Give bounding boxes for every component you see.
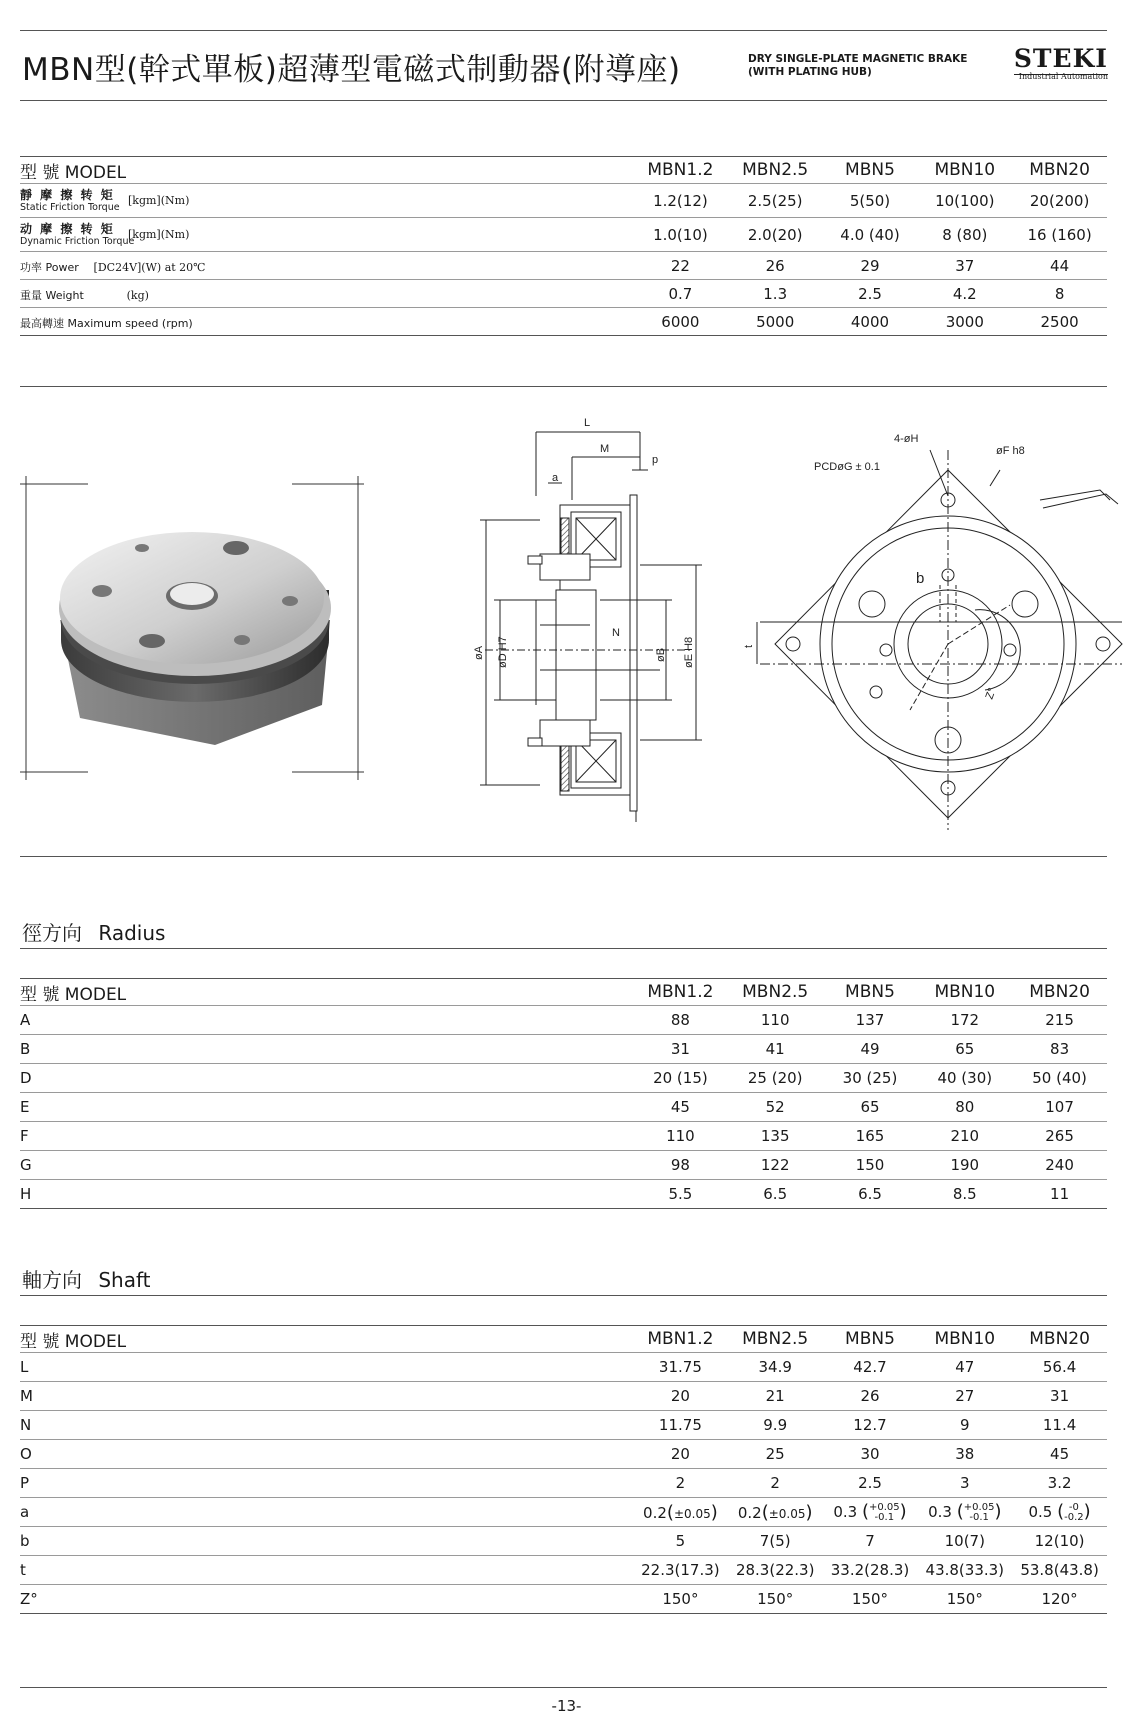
dim-label-b: b [916,570,925,587]
model-label: 型 號 MODEL [20,979,633,1006]
table-cell: 0.7 [633,280,728,308]
dim-label-h: 4-øH [894,433,919,445]
row-label: a [20,1498,633,1527]
table-cell: 7(5) [728,1527,823,1556]
table-row [20,1527,1107,1556]
dim-label-f: øF h8 [996,445,1025,457]
model-col: MBN5 [823,979,918,1006]
subtitle-line-1: DRY SINGLE-PLATE MAGNETIC BRAKE [748,53,968,65]
table-cell: 172 [917,1006,1012,1035]
table-cell: 0.3 (+0.05 -0.1 ) [917,1498,1012,1527]
front-view-drawing [757,450,1122,830]
table-cell: 2.0(20) [728,218,823,252]
table-row [20,1440,1107,1469]
table-row [20,1180,1107,1209]
weight-unit: (kg) [126,288,149,302]
page-title: MBN型(幹式單板)超薄型電磁式制動器(附導座) [22,52,681,88]
shaft-table [20,1325,1107,1614]
row-label: B [20,1035,633,1064]
table-cell: 210 [917,1122,1012,1151]
table-cell: 215 [1012,1006,1107,1035]
row-label: M [20,1382,633,1411]
model-col: MBN10 [917,1326,1012,1353]
table-cell: 65 [823,1093,918,1122]
row-label: D [20,1064,633,1093]
dim-label-m: M [600,443,610,455]
dim-label-l: L [584,417,591,429]
shaft-heading-en: Shaft [98,1268,151,1292]
table-row [20,1556,1107,1585]
table-cell: 83 [1012,1035,1107,1064]
model-col: MBN20 [1012,157,1107,184]
table-cell: 65 [917,1035,1012,1064]
shaft-heading [22,1264,151,1293]
table-cell: 0.2(±0.05) [728,1498,823,1527]
radius-heading-en: Radius [98,921,166,945]
model-col: MBN1.2 [633,979,728,1006]
dim-label-z: Z° [983,686,999,702]
table-cell: 30 [823,1440,918,1469]
table-cell: 45 [1012,1440,1107,1469]
table-cell: 53.8(43.8) [1012,1556,1107,1585]
table-cell: 42.7 [823,1353,918,1382]
table-cell: 30 (25) [823,1064,918,1093]
table-cell: 7 [823,1527,918,1556]
table-cell: 9.9 [728,1411,823,1440]
row-label: O [20,1440,633,1469]
model-col: MBN2.5 [728,157,823,184]
row-label: t [20,1556,633,1585]
table-cell: 40 (30) [917,1064,1012,1093]
subtitle-line-2: (WITH PLATING HUB) [748,66,872,78]
table-cell: 135 [728,1122,823,1151]
table-cell: 2 [728,1469,823,1498]
shaft-heading-rule [20,1295,1107,1296]
logo-brand: STEKI [1013,44,1108,73]
table-cell: 12.7 [823,1411,918,1440]
page-number: -13- [551,1697,582,1715]
model-label: 型 號 MODEL [20,1326,633,1353]
table-row [20,1035,1107,1064]
table-cell: 31.75 [633,1353,728,1382]
table-cell: 10(100) [917,184,1012,218]
table-cell: 265 [1012,1122,1107,1151]
table-cell: 11 [1012,1180,1107,1209]
table-cell: 1.2(12) [633,184,728,218]
table-cell: 3.2 [1012,1469,1107,1498]
table-cell: 107 [1012,1093,1107,1122]
table-cell: 6.5 [728,1180,823,1209]
model-col: MBN2.5 [728,979,823,1006]
max-speed-label: 最高轉速 Maximum speed (rpm) [20,316,193,330]
dim-label-p: p [652,454,659,466]
table-cell: 240 [1012,1151,1107,1180]
table-row [20,1151,1107,1180]
table-cell: 150° [917,1585,1012,1614]
model-col: MBN5 [823,157,918,184]
table-cell: 2.5(25) [728,184,823,218]
table-cell: 110 [728,1006,823,1035]
footer-rule [20,1687,1107,1688]
table-row [20,1353,1107,1382]
model-col: MBN10 [917,157,1012,184]
divider-below-figures [20,856,1107,857]
table-cell: 4.2 [917,280,1012,308]
shaft-heading-cn: 軸方向 [22,1268,82,1292]
table-cell: 26 [728,252,823,280]
table-cell: 5 [633,1527,728,1556]
table-cell: 37 [917,252,1012,280]
table-cell: 5000 [728,308,823,336]
table-cell: 4000 [823,308,918,336]
dim-label-ob: øB [655,647,667,662]
dynamic-torque-unit: [kgm](Nm) [128,228,190,241]
table-cell: 1.0(10) [633,218,728,252]
table-cell: 25 [728,1440,823,1469]
table-cell: 8 (80) [917,218,1012,252]
table-cell: 34.9 [728,1353,823,1382]
table-cell: 21 [728,1382,823,1411]
row-label: P [20,1469,633,1498]
table-cell: 11.75 [633,1411,728,1440]
row-label: N [20,1411,633,1440]
static-torque-cn: 靜 摩 擦 转 矩 [20,188,115,202]
static-torque-unit: [kgm](Nm) [128,194,190,207]
table-cell: 6000 [633,308,728,336]
table-cell: 3000 [917,308,1012,336]
cross-section-drawing [480,432,702,822]
table-cell: 49 [823,1035,918,1064]
model-col: MBN20 [1012,1326,1107,1353]
row-label: H [20,1180,633,1209]
radius-table [20,978,1107,1209]
table-row [20,1585,1107,1614]
table-row [20,1382,1107,1411]
table-cell: 52 [728,1093,823,1122]
tolerance-row-a [20,1498,1107,1527]
power-unit: [DC24V](W) at 20℃ [93,260,206,274]
row-label: Z° [20,1585,633,1614]
dynamic-torque-cn: 动 摩 擦 转 矩 [20,222,115,236]
table-cell: 8.5 [917,1180,1012,1209]
row-label: A [20,1006,633,1035]
table-cell: 31 [1012,1382,1107,1411]
table-cell: 150° [633,1585,728,1614]
table-cell: 22 [633,252,728,280]
table-cell: 150° [823,1585,918,1614]
table-cell: 44 [1012,252,1107,280]
dim-label-od: øD H7 [497,636,509,668]
table-cell: 47 [917,1353,1012,1382]
row-label: E [20,1093,633,1122]
model-label: 型 號 MODEL [20,157,633,184]
model-col: MBN10 [917,979,1012,1006]
power-label: 功率 Power [20,260,79,274]
radius-heading-cn: 徑方向 [22,921,82,945]
table-cell: 20 [633,1440,728,1469]
table-cell: 26 [823,1382,918,1411]
table-cell: 122 [728,1151,823,1180]
table-cell: 33.2(28.3) [823,1556,918,1585]
model-col: MBN2.5 [728,1326,823,1353]
row-label: b [20,1527,633,1556]
table-cell: 22.3(17.3) [633,1556,728,1585]
table-cell: 11.4 [1012,1411,1107,1440]
table-row [20,1122,1107,1151]
table-cell: 10(7) [917,1527,1012,1556]
table-cell: 150° [728,1585,823,1614]
table-cell: 29 [823,252,918,280]
dim-label-pcd: PCDøG ± 0.1 [814,461,880,473]
table-cell: 27 [917,1382,1012,1411]
table-cell: 0.5 ( -0 -0.2) [1012,1498,1107,1527]
table-cell: 88 [633,1006,728,1035]
table-cell: 150 [823,1151,918,1180]
table-cell: 8 [1012,280,1107,308]
shaft-header-row [20,1326,1107,1353]
dynamic-torque-en: Dynamic Friction Torque [20,236,135,247]
table-cell: 0.2(±0.05) [633,1498,728,1527]
table-row [20,1093,1107,1122]
table-cell: 165 [823,1122,918,1151]
table-cell: 20 (15) [633,1064,728,1093]
dim-label-oa: øA [473,645,485,660]
table-cell: 41 [728,1035,823,1064]
table-cell: 20 [633,1382,728,1411]
model-col: MBN5 [823,1326,918,1353]
table-cell: 50 (40) [1012,1064,1107,1093]
static-torque-en: Static Friction Torque [20,202,120,213]
table-cell: 45 [633,1093,728,1122]
dim-label-oe: øE H8 [683,636,695,668]
table-cell: 9 [917,1411,1012,1440]
table-cell: 0.3 (+0.05 -0.1 ) [823,1498,918,1527]
table-cell: 190 [917,1151,1012,1180]
radius-header-row [20,979,1107,1006]
table-cell: 80 [917,1093,1012,1122]
table-cell: 5.5 [633,1180,728,1209]
model-col: MBN1.2 [633,1326,728,1353]
table-cell: 98 [633,1151,728,1180]
dim-label-n: N [612,627,620,639]
table-cell: 6.5 [823,1180,918,1209]
table-cell: 12(10) [1012,1527,1107,1556]
table-cell: 2 [633,1469,728,1498]
radius-heading-rule [20,948,1107,949]
table-cell: 25 (20) [728,1064,823,1093]
table-cell: 3 [917,1469,1012,1498]
row-label: F [20,1122,633,1151]
table-cell: 28.3(22.3) [728,1556,823,1585]
table-cell: 31 [633,1035,728,1064]
table-cell: 2.5 [823,1469,918,1498]
table-cell: 56.4 [1012,1353,1107,1382]
table-row [20,1064,1107,1093]
table-cell: 4.0 (40) [823,218,918,252]
table-cell: 2500 [1012,308,1107,336]
logo-tagline: Industrial Automation [1018,72,1108,81]
table-cell: 120° [1012,1585,1107,1614]
table-row [20,1469,1107,1498]
table-row [20,1006,1107,1035]
table-cell: 110 [633,1122,728,1151]
model-col: MBN1.2 [633,157,728,184]
dim-label-a: a [552,472,559,484]
brake-photo [20,476,364,780]
row-label: G [20,1151,633,1180]
row-label: L [20,1353,633,1382]
weight-label: 重量 Weight [20,288,84,302]
table-cell: 137 [823,1006,918,1035]
table-cell: 1.3 [728,280,823,308]
table-cell: 38 [917,1440,1012,1469]
table-cell: 43.8(33.3) [917,1556,1012,1585]
model-col: MBN20 [1012,979,1107,1006]
table-row [20,1411,1107,1440]
table-cell: 2.5 [823,280,918,308]
table-cell: 16 (160) [1012,218,1107,252]
table-cell: 5(50) [823,184,918,218]
table-cell: 20(200) [1012,184,1107,218]
dim-label-t: t [743,644,755,648]
radius-heading [22,917,165,946]
